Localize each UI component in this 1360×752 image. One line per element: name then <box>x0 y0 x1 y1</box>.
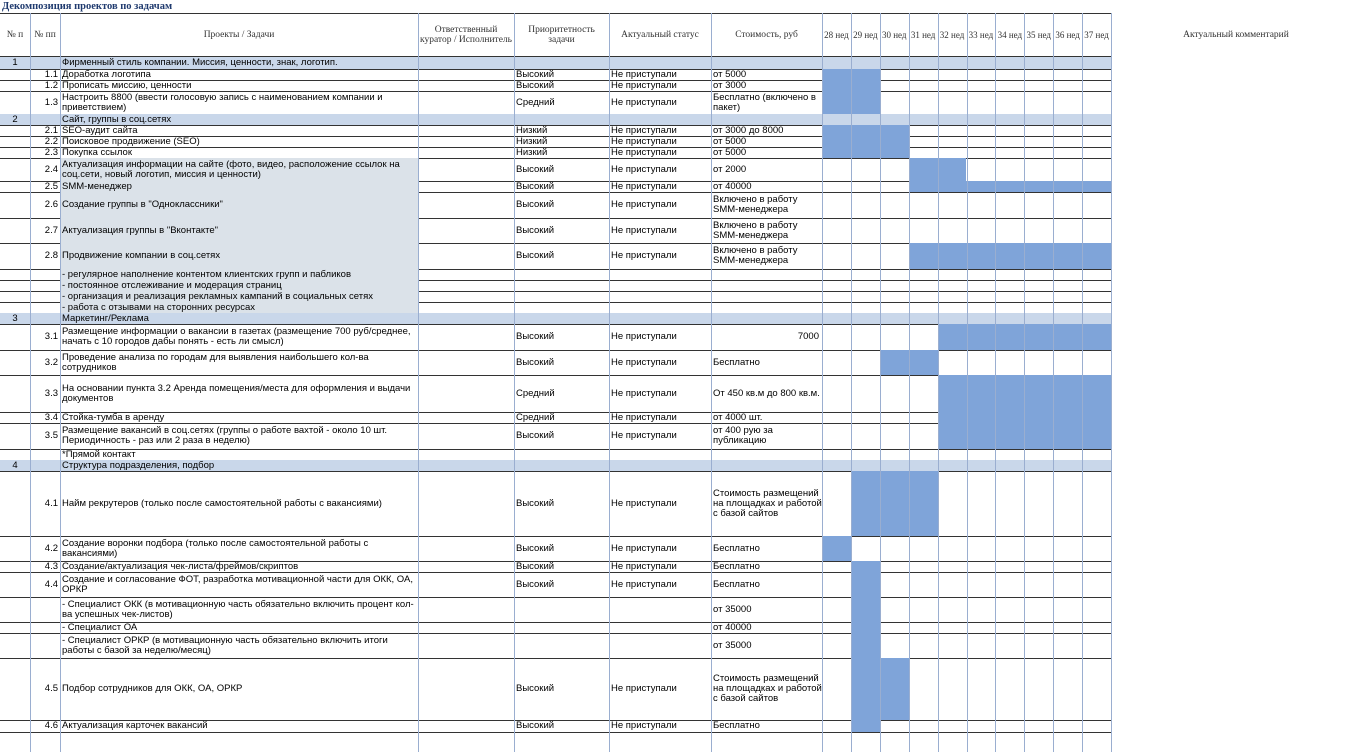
row-status: Не приступали <box>611 720 677 731</box>
row-priority: Высокий <box>516 683 555 694</box>
row-priority: Высокий <box>516 542 555 554</box>
header-project: Проекты / Задачи <box>203 29 275 40</box>
row-cost: Включено в работу SMM-менеджера <box>713 194 798 215</box>
gantt-bar <box>909 243 1111 269</box>
header-week-37: 37 нед <box>1084 29 1109 40</box>
row-task-name: Создание/актуализация чек-листа/фреймов/скриптов <box>62 561 299 572</box>
row-cost: от 40000 <box>713 181 752 192</box>
row-task-name: Создание и согласование ФОТ, разработка мотивационной части для ОКК, ОА, ОРКР <box>62 573 413 595</box>
column-divider <box>711 13 712 752</box>
row-task-name: Размещение информации о вакансии в газетах (размещение 700 руб/среднее, начать с 10 городов дабы понять - есть ли смысл) <box>62 326 411 347</box>
row-divider <box>0 732 1112 733</box>
column-divider <box>418 13 419 752</box>
column-divider <box>995 13 996 752</box>
row-status: Не приступали <box>611 199 677 210</box>
column-divider <box>609 13 610 752</box>
row-task-number: 2.1 <box>44 125 58 136</box>
gantt-bar <box>851 471 938 536</box>
row-cost: от 35000 <box>713 603 752 615</box>
row-task-number: 4.4 <box>44 578 58 590</box>
row-task-name: Поисковое продвижение (SEO) <box>62 136 200 147</box>
header-divider <box>0 56 1112 57</box>
row-status: Не приступали <box>611 430 677 441</box>
row-status: Не приступали <box>611 331 677 342</box>
row-task-number: 2.2 <box>44 136 58 147</box>
row-cost: от 400 рую за публикацию <box>713 425 773 446</box>
row-task-number: 4.6 <box>44 720 58 731</box>
gantt-bar <box>851 561 880 572</box>
row-cost: от 5000 <box>713 147 747 158</box>
row-status: Не приступали <box>611 497 677 509</box>
row-task-name: Фирменный стиль компании. Миссия, ценности, знак, логотип. <box>62 56 338 68</box>
row-task-name: - Специалист ОА <box>62 622 138 633</box>
row-task-number: 1.2 <box>44 80 58 91</box>
row-task-name: Сайт, группы в соц.сетях <box>62 114 172 125</box>
column-divider <box>851 13 852 752</box>
column-divider <box>822 13 823 752</box>
row-task-name: Подбор сотрудников для ОКК, ОА, ОРКР <box>62 683 243 694</box>
row-task-number: 3.2 <box>44 356 58 368</box>
row-task-number: 4.1 <box>44 497 58 509</box>
row-priority: Высокий <box>516 250 555 261</box>
gantt-bar <box>851 720 880 732</box>
gantt-bar <box>909 181 1111 192</box>
row-task-name: Структура подразделения, подбор <box>62 460 215 471</box>
row-task-name: - организация и реализация рекламных кампаний в социальных сетях <box>62 291 373 302</box>
row-status: Не приступали <box>611 542 677 554</box>
top-divider <box>0 13 1112 14</box>
column-divider <box>1024 13 1025 752</box>
header-week-30: 30 нед <box>881 29 907 40</box>
row-priority: Высокий <box>516 497 555 509</box>
row-task-name: Найм рекрутеров (только после самостоятельной работы с вакансиями) <box>62 497 382 509</box>
header-n: № п <box>6 29 24 40</box>
column-divider <box>938 13 939 752</box>
gantt-bar <box>851 597 880 622</box>
row-task-number: 2.6 <box>44 199 58 210</box>
gantt-bar <box>851 633 880 658</box>
header-pp: № пп <box>34 29 56 40</box>
row-cost: от 3000 <box>713 80 747 91</box>
row-priority: Средний <box>516 387 555 399</box>
row-priority: Высокий <box>516 356 555 368</box>
row-cost: от 5000 <box>713 136 747 147</box>
row-status: Не приступали <box>611 578 677 590</box>
header-owner: Ответственный куратор / Исполнитель <box>419 24 512 45</box>
row-task-name: На основании пункта 3.2 Аренда помещения/места для оформления и выдачи документов <box>62 382 411 404</box>
column-divider <box>1053 13 1054 752</box>
row-task-name: Прописать миссию, ценности <box>62 80 192 91</box>
row-task-number: 4.3 <box>44 561 58 572</box>
row-cost: от 3000 до 8000 <box>713 125 784 136</box>
row-cost: От 450 кв.м до 800 кв.м. <box>713 387 820 399</box>
header-week-36: 36 нед <box>1055 29 1080 40</box>
header-cost: Стоимость, руб <box>735 29 798 40</box>
row-cost: Бесплатно (включено в пакет) <box>713 91 816 113</box>
header-status: Актуальный статус <box>621 29 699 40</box>
row-status: Не приступали <box>611 561 677 572</box>
row-task-name: Маркетинг/Реклама <box>62 313 149 324</box>
row-task-number: 2.5 <box>44 181 58 192</box>
row-task-name: Проведение анализа по городам для выявления наибольшего кол-ва сотрудников <box>62 351 369 373</box>
row-task-name: Настроить 8800 (ввести голосовую запись с наименованием компании и приветствием) <box>62 91 383 113</box>
row-cost: Бесплатно <box>713 561 760 572</box>
row-task-name: - Специалист ОРКР (в мотивационную часть обязательно включить итоги работы с базой за неделю/месяц) <box>62 634 388 656</box>
row-task-name: Актуализация информации на сайте (фото, видео, расположение ссылок на соц.сети, новый логотип, миссия и ценности) <box>62 158 400 180</box>
column-divider <box>909 13 910 752</box>
row-status: Не приступали <box>611 80 677 91</box>
row-task-name: SMM-менеджер <box>62 181 132 192</box>
row-task-name: *Прямой контакт <box>62 449 136 460</box>
row-task-name: SEO-аудит сайта <box>62 125 138 136</box>
gantt-bar <box>822 136 909 147</box>
header-comment: Актуальный комментарий <box>1183 29 1289 40</box>
row-status: Не приступали <box>611 96 677 108</box>
column-divider <box>1111 13 1112 752</box>
row-status: Не приступали <box>611 163 677 175</box>
row-task-number: 2.8 <box>44 250 58 261</box>
row-priority: Высокий <box>516 331 555 342</box>
gantt-bar <box>822 147 909 158</box>
row-section-number: 4 <box>12 460 18 471</box>
row-cost: Стоимость размещений на площадках и работой с базой сайтов <box>713 487 822 519</box>
row-priority: Низкий <box>516 136 548 147</box>
row-status: Не приступали <box>611 250 677 261</box>
row-task-number: 1.3 <box>44 96 58 108</box>
row-priority: Низкий <box>516 147 548 158</box>
row-task-number: 3.3 <box>44 387 58 399</box>
row-task-name: Создание воронки подбора (только после самостоятельной работы с вакансиями) <box>62 537 369 559</box>
page-title: Декомпозиция проектов по задачам <box>2 1 173 12</box>
gantt-bar <box>851 622 880 633</box>
row-task-name: Актуализация группы в "Вконтакте" <box>62 224 219 236</box>
row-priority: Высокий <box>516 224 555 236</box>
row-status: Не приступали <box>611 136 677 147</box>
row-task-number: 2.3 <box>44 147 58 158</box>
row-task-name: Актуализация карточек вакансий <box>62 720 208 731</box>
column-divider <box>30 13 31 752</box>
header-week-35: 35 нед <box>1026 29 1051 40</box>
row-task-name: Покупка ссылок <box>62 147 132 158</box>
row-cost: Бесплатно <box>713 578 760 590</box>
row-cost: Включено в работу SMM-менеджера <box>713 219 798 241</box>
row-section-number: 2 <box>12 114 18 125</box>
column-divider <box>514 13 515 752</box>
row-cost: от 35000 <box>713 639 752 651</box>
row-task-name: Доработка логотипа <box>62 69 151 80</box>
row-status: Не приступали <box>611 224 677 236</box>
row-priority: Высокий <box>516 430 555 441</box>
row-status: Не приступали <box>611 69 677 80</box>
row-task-number: 3.4 <box>44 412 58 423</box>
row-cost: от 5000 <box>713 69 747 80</box>
row-status: Не приступали <box>611 125 677 136</box>
row-priority: Высокий <box>516 720 555 731</box>
row-priority: Высокий <box>516 163 555 175</box>
header-week-32: 32 нед <box>939 29 965 40</box>
gantt-bar <box>822 536 851 561</box>
header-week-28: 28 нед <box>824 29 849 40</box>
row-task-name: Размещение вакансий в соц.сетях (группы о работе вахтой - около 10 шт. Периодичность - раз или 2 раза в неделю) <box>62 425 388 446</box>
row-task-number: 3.1 <box>44 331 58 342</box>
row-priority: Высокий <box>516 181 555 192</box>
column-divider <box>967 13 968 752</box>
row-priority: Низкий <box>516 125 548 136</box>
row-priority: Средний <box>516 96 555 108</box>
row-priority: Высокий <box>516 80 555 91</box>
header-week-33: 33 нед <box>968 29 994 40</box>
row-task-name: - Специалист ОКК (в мотивационную часть обязательно включить процент кол-ва успешных чек-листов) <box>62 598 414 620</box>
row-section-number: 3 <box>12 313 18 324</box>
row-cost: Бесплатно <box>713 542 760 554</box>
gantt-bar <box>822 125 909 136</box>
row-task-number: 1.1 <box>44 69 58 80</box>
row-cost: Бесплатно <box>713 356 760 368</box>
row-task-number: 4.2 <box>44 542 58 554</box>
row-status: Не приступали <box>611 356 677 368</box>
column-divider <box>1082 13 1083 752</box>
row-task-number: 4.5 <box>44 683 58 694</box>
row-status: Не приступали <box>611 147 677 158</box>
row-task-name: - регулярное наполнение контентом клиентских групп и пабликов <box>62 269 352 280</box>
row-task-number: 2.7 <box>44 224 58 236</box>
row-task-name: Создание группы в "Одноклассники" <box>62 199 223 210</box>
row-task-number: 2.4 <box>44 163 58 175</box>
row-task-number: 3.5 <box>44 430 58 441</box>
header-week-29: 29 нед <box>853 29 878 40</box>
header-priority: Приоритетность задачи <box>528 24 595 45</box>
row-cost: от 40000 <box>713 622 752 633</box>
row-section-number: 1 <box>12 56 18 68</box>
row-priority: Средний <box>516 412 555 423</box>
row-status: Не приступали <box>611 683 677 694</box>
row-status: Не приступали <box>611 181 677 192</box>
row-priority: Высокий <box>516 578 555 590</box>
row-cost: Включено в работу SMM-менеджера <box>713 245 798 266</box>
row-cost: от 4000 шт. <box>713 412 763 423</box>
row-cost: Бесплатно <box>713 720 760 731</box>
row-cost: от 2000 <box>713 163 747 175</box>
row-task-name: Стойка-тумба в аренду <box>62 412 165 423</box>
row-task-name: Продвижение компании в соц.сетях <box>62 250 221 261</box>
gantt-bar <box>851 572 880 597</box>
header-week-31: 31 нед <box>910 29 936 40</box>
row-cost: 7000 <box>797 331 819 342</box>
column-divider <box>880 13 881 752</box>
header-week-34: 34 нед <box>997 29 1023 40</box>
row-cost: Стоимость размещений на площадках и работой с базой сайтов <box>713 673 822 704</box>
row-status: Не приступали <box>611 387 677 399</box>
row-task-name: - работа с отзывами на сторонних ресурсах <box>62 302 255 313</box>
row-priority: Высокий <box>516 199 555 210</box>
row-task-name: - постоянное отслеживание и модерация страниц <box>62 280 282 291</box>
row-priority: Высокий <box>516 69 555 80</box>
column-divider <box>60 13 61 752</box>
row-priority: Высокий <box>516 561 555 572</box>
row-status: Не приступали <box>611 412 677 423</box>
